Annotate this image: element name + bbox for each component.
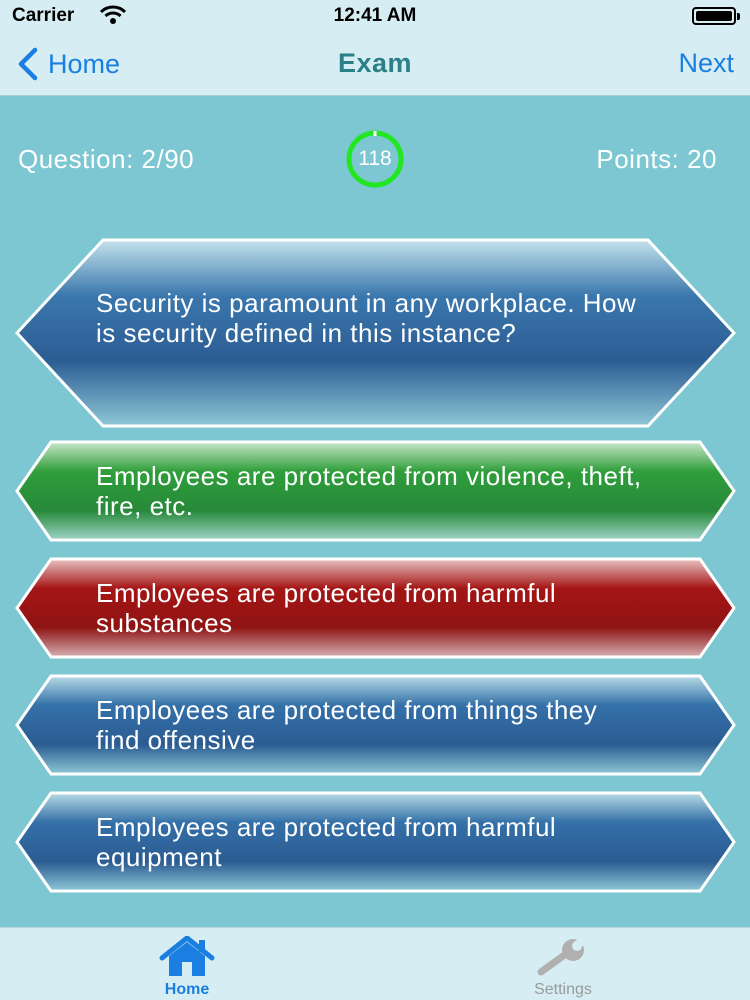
answer-option-1[interactable] — [15, 440, 736, 542]
tab-settings-label: Settings — [534, 981, 592, 998]
carrier-label: Carrier — [12, 5, 75, 26]
points-counter: Points: 20 — [596, 144, 717, 174]
battery-icon — [692, 7, 736, 25]
answer-option-2[interactable] — [15, 557, 736, 659]
status-bar — [0, 0, 750, 32]
answer-option-4[interactable] — [15, 791, 736, 893]
wrench-icon — [533, 936, 593, 978]
house-icon — [157, 936, 217, 978]
tab-settings[interactable] — [483, 928, 643, 1000]
answer-text: Employees are protected from harmful equipment — [96, 812, 557, 872]
tab-home[interactable] — [107, 928, 267, 1000]
question-text: Security is paramount in any workplace. How is security defined in this instance? — [96, 288, 637, 348]
countdown-timer — [335, 129, 415, 189]
answer-text: Employees are protected from harmful substances — [96, 578, 557, 638]
tab-home-label: Home — [164, 981, 210, 998]
answer-option-3[interactable] — [15, 674, 736, 776]
next-button[interactable]: Next — [678, 48, 734, 78]
question-counter: Question: 2/90 — [18, 144, 195, 174]
back-button-label: Home — [48, 48, 121, 79]
answer-text: Employees are protected from violence, theft, fire, etc. — [96, 461, 642, 521]
answer-text: Employees are protected from things they find offensive — [96, 695, 598, 755]
page-title: Exam — [337, 48, 413, 78]
exam-info-row — [0, 96, 750, 226]
timer-value: 118 — [358, 147, 392, 170]
navigation-bar — [0, 32, 750, 96]
clock-time: 12:41 AM — [333, 5, 417, 26]
tab-bar — [0, 927, 750, 1000]
question-card — [15, 238, 736, 428]
